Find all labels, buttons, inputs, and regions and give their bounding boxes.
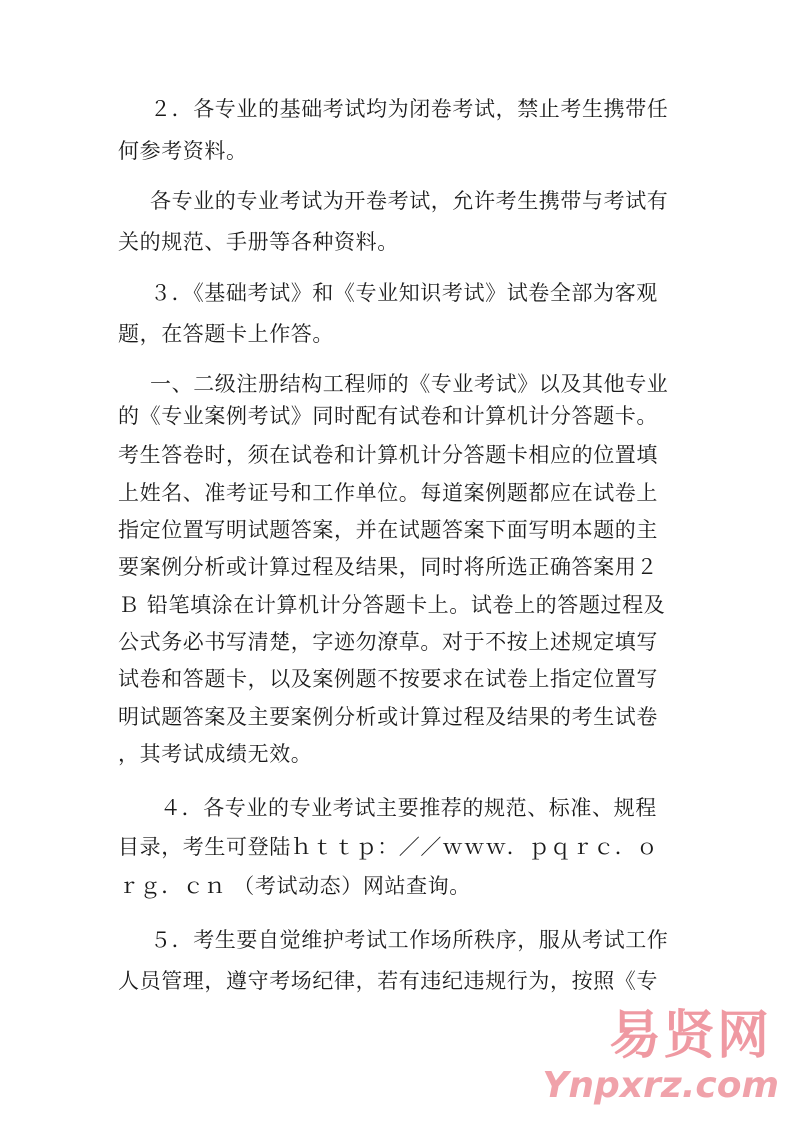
text-line: ２．各专业的基础考试均为闭卷考试，禁止考生携带任: [150, 97, 669, 121]
text-line: 考生答卷时，须在试卷和计算机计分答题卡相应的位置填: [118, 443, 658, 467]
text-line: ｒｇ．ｃｎ （考试动态）网站查询。: [118, 874, 471, 898]
text-line: 目录，考生可登陆ｈｔｔｐ：／／ｗｗｗ．ｐｑｒｃ．ｏ: [118, 835, 658, 859]
text-line: 的《专业案例考试》同时配有试卷和计算机计分答题卡。: [118, 404, 658, 428]
text-line: ４．各专业的专业考试主要推荐的规范、标准、规程: [160, 796, 657, 820]
site-watermark: [542, 1006, 783, 1116]
text-line: 试卷和答题卡，以及案例题不按要求在试卷上指定位置写: [118, 667, 658, 691]
text-line: 明试题答案及主要案例分析或计算过程及结果的考生试卷: [118, 705, 658, 729]
text-line: ３．《基础考试》和《专业知识考试》试卷全部为客观: [150, 281, 658, 305]
text-line: 题，在答题卡上作答。: [118, 322, 334, 346]
text-line: 人员管理，遵守考场纪律，若有违纪违规行为，按照《专: [118, 969, 658, 993]
text-line: 上姓名、准考证号和工作单位。每道案例题都应在试卷上: [118, 481, 658, 505]
watermark-latin-text: Ynpxrz.com: [542, 1065, 779, 1106]
watermark-chinese-text: 易贤网: [608, 1006, 771, 1066]
text-line: 各专业的专业考试为开卷考试，允许考生携带与考试有: [150, 189, 669, 213]
text-line: ，其考试成绩无效。: [118, 742, 313, 766]
text-line: Ｂ 铅笔填涂在计算机计分答题卡上。试卷上的答题过程及: [118, 593, 666, 617]
text-line: 关的规范、手册等各种资料。: [118, 230, 399, 254]
text-line: 一、二级注册结构工程师的《专业考试》以及其他专业: [150, 372, 669, 396]
text-line: 要案例分析或计算过程及结果，同时将所选正确答案用２: [118, 555, 658, 579]
text-line: 何参考资料。: [118, 139, 248, 163]
text-line: ５．考生要自觉维护考试工作场所秩序，服从考试工作: [150, 928, 669, 952]
text-line: 公式务必书写清楚，字迹勿潦草。对于不按上述规定填写: [118, 630, 658, 654]
text-line: 指定位置写明试题答案，并在试题答案下面写明本题的主: [118, 518, 658, 542]
